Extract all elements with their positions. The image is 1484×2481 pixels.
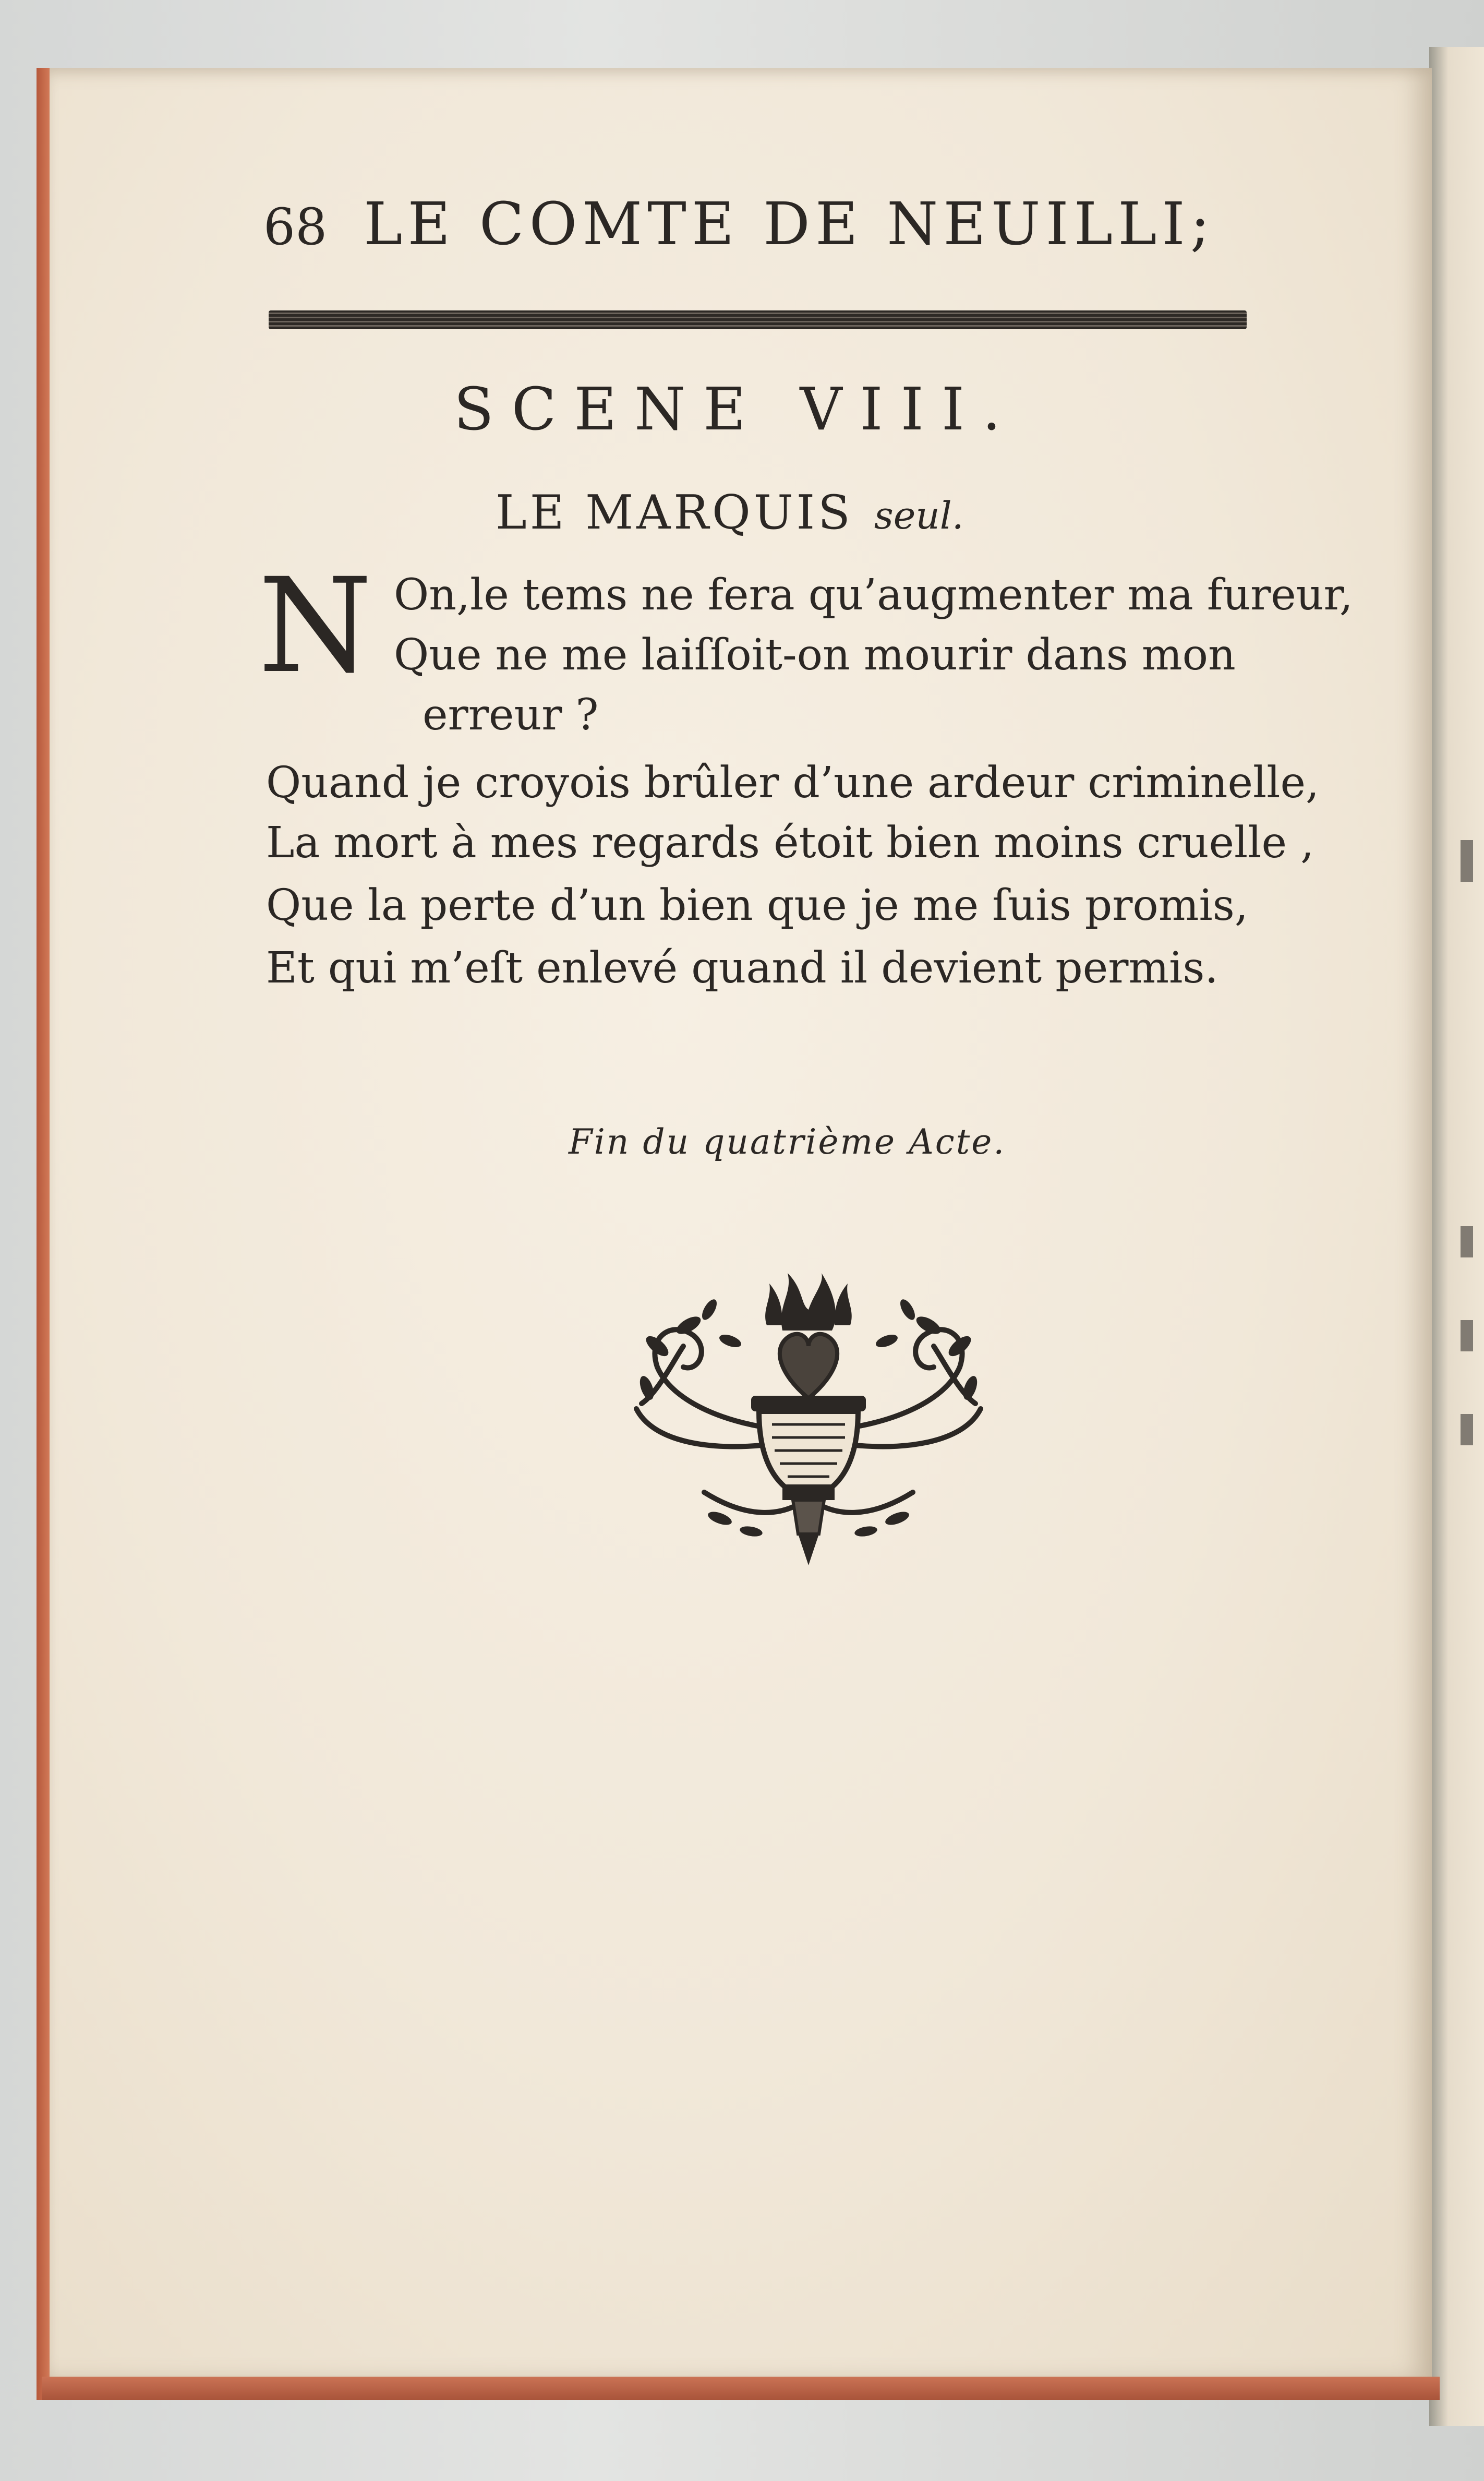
next-page-edge	[1429, 47, 1484, 2426]
page-number: 68	[263, 198, 328, 256]
running-title: LE COMTE DE NEUILLI;	[364, 190, 1215, 258]
drop-cap: N	[258, 550, 372, 702]
verse-line: La mort à mes regards étoit bien moins cruelle ,	[266, 818, 1314, 868]
verse-line: Et qui m’eſt enlevé quand il devient permis.	[266, 943, 1218, 993]
next-page-glyph	[1461, 1226, 1473, 1257]
verse-line: Que la perte d’un bien que je me ſuis promis,	[266, 881, 1248, 930]
speaker-line	[496, 485, 964, 540]
running-head	[263, 190, 1254, 258]
verse-line: Quand je croyois brûler d’une ardeur criminelle,	[266, 758, 1320, 808]
next-page-glyph	[1461, 1320, 1473, 1351]
next-page-glyph	[1461, 840, 1473, 882]
page-bottom-edge	[42, 2377, 1440, 2400]
verse-line: Que ne me laiſſoit-on mourir dans mon	[394, 630, 1236, 680]
stage-direction: seul.	[874, 494, 964, 537]
verse-line: On,le tems ne fera qu’augmenter ma fureur,	[394, 570, 1353, 620]
next-page-glyph	[1461, 1414, 1473, 1445]
scene-title: SCENE VIII.	[454, 376, 1019, 444]
header-rule	[269, 310, 1247, 329]
act-end-note: Fin du quatrième Acte.	[569, 1122, 1006, 1162]
urn-with-flaming-heart-ornament	[626, 1273, 991, 1586]
speaker-name: LE MARQUIS	[496, 485, 853, 540]
verse-line: erreur ?	[423, 690, 599, 740]
